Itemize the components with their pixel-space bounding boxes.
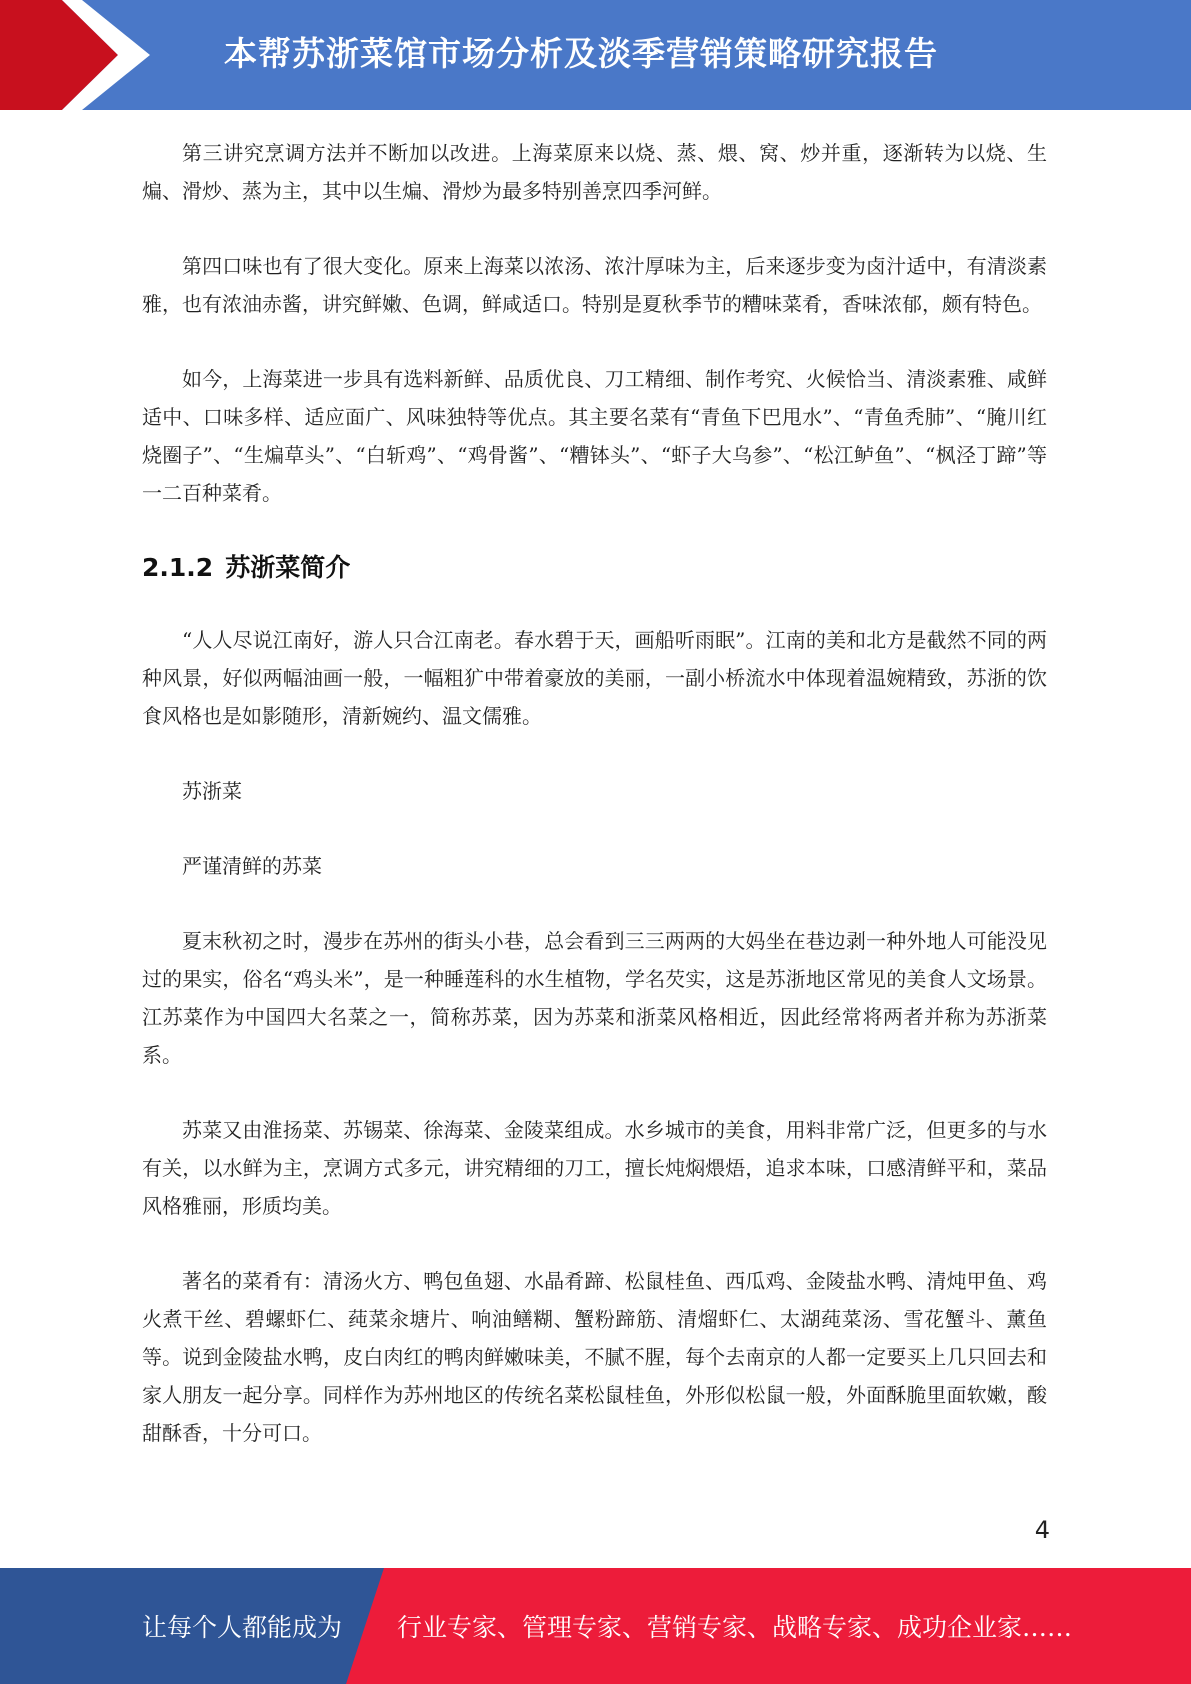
paragraph: 如今，上海菜进一步具有选料新鲜、品质优良、刀工精细、制作考究、火候恰当、清淡素雅、咸鲜适中、口味多样、适应面广、风味独特等优点。其主要名菜有“青鱼下巴甩水”、“青鱼秃肺”、“腌川红烧圈子”、“生煸草头”、“白斩鸡”、“鸡骨酱”、“糟钵头”、“虾子大乌参”、“松江鲈鱼”、“枫泾丁蹄”等一二百种菜肴。 <box>142 367 1047 505</box>
section-title: 苏浙菜简介 <box>225 553 351 582</box>
paragraph: 苏菜又由淮扬菜、苏锡菜、徐海菜、金陵菜组成。水乡城市的美食，用料非常广泛，但更多的与水有关，以水鲜为主，烹调方式多元，讲究精细的刀工，擅长炖焖煨焐，追求本味，口感清鲜平和，菜品风格雅丽，形质均美。 <box>142 1118 1047 1218</box>
paragraph: 第三讲究烹调方法并不断加以改进。上海菜原来以烧、蒸、煨、窝、炒并重，逐渐转为以烧、生煸、滑炒、蒸为主，其中以生煸、滑炒为最多特别善烹四季河鲜。 <box>142 141 1047 203</box>
page-header <box>0 0 1191 110</box>
subheading-line: 严谨清鲜的苏菜 <box>182 854 322 878</box>
page-footer <box>0 1568 1191 1684</box>
section-number: 2.1.2 <box>142 553 214 582</box>
footer-slogan-left: 让每个人都能成为 <box>142 1613 343 1642</box>
paragraph: 夏末秋初之时，漫步在苏州的街头小巷，总会看到三三两两的大妈坐在巷边剥一种外地人可能没见过的果实，俗名“鸡头米”，是一种睡莲科的水生植物，学名芡实，这是苏浙地区常见的美食人文场景。江苏菜作为中国四大名菜之一，简称苏菜，因为苏菜和浙菜风格相近，因此经常将两者并称为苏浙菜系。 <box>142 929 1047 1067</box>
paragraph: 第四口味也有了很大变化。原来上海菜以浓汤、浓汁厚味为主，后来逐步变为卤汁适中，有清淡素雅，也有浓油赤酱，讲究鲜嫩、色调，鲜咸适口。特别是夏秋季节的糟味菜肴，香味浓郁，颇有特色。 <box>142 254 1047 316</box>
paragraph: “人人尽说江南好，游人只合江南老。春水碧于天，画船听雨眠”。江南的美和北方是截然不同的两种风景，好似两幅油画一般，一幅粗犷中带着豪放的美丽，一副小桥流水中体现着温婉精致，苏浙的饮食风格也是如影随形，清新婉约、温文儒雅。 <box>142 628 1047 728</box>
document-body <box>142 134 1047 1489</box>
paragraph: 著名的菜肴有：清汤火方、鸭包鱼翅、水晶肴蹄、松鼠桂鱼、西瓜鸡、金陵盐水鸭、清炖甲鱼、鸡火煮干丝、碧螺虾仁、莼菜汆塘片、响油鳝糊、蟹粉蹄筋、清熘虾仁、太湖莼菜汤、雪花蟹斗、薰鱼等。说到金陵盐水鸭，皮白肉红的鸭肉鲜嫩味美，不腻不腥，每个去南京的人都一定要买上几只回去和家人朋友一起分享。同样作为苏州地区的传统名菜松鼠桂鱼，外形似松鼠一般，外面酥脆里面软嫩，酸甜酥香，十分可口。 <box>142 1269 1047 1445</box>
report-title: 本帮苏浙菜馆市场分析及淡季营销策略研究报告 <box>224 34 938 73</box>
footer-slogan-right: 行业专家、管理专家、营销专家、战略专家、成功企业家…… <box>397 1613 1073 1642</box>
subheading-line: 苏浙菜 <box>182 779 242 803</box>
section-heading <box>142 549 1047 587</box>
page-number: 4 <box>1034 1516 1050 1544</box>
